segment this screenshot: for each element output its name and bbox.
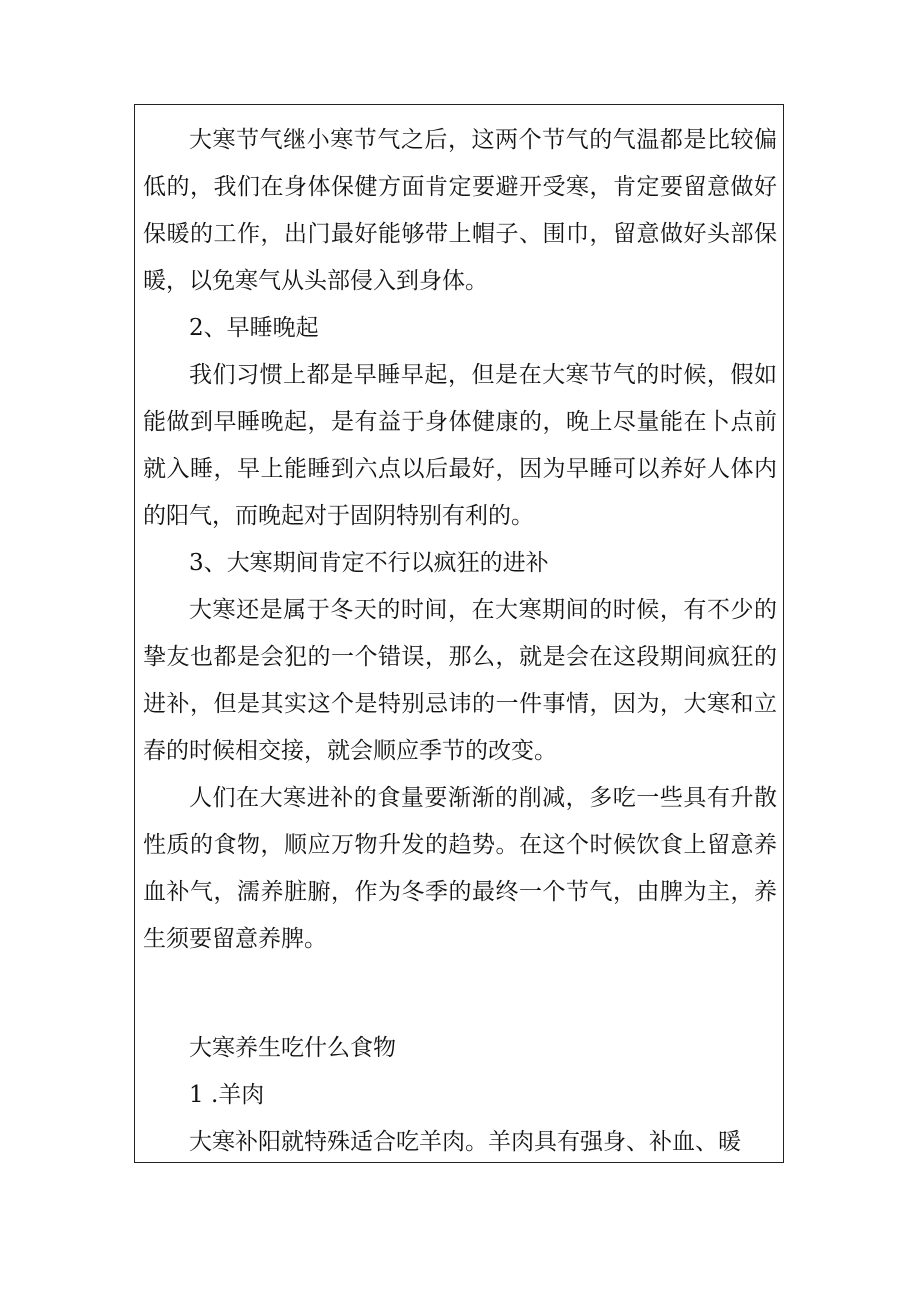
paragraph-sleep: 我们习惯上都是早睡早起，但是在大寒节气的时候，假如能做到早睡晚起，是有益于身体健康的，晚上尽量能在卜点前就入睡，早上能睡到六点以后最好，因为早睡可以养好人体内的阳气，而晚起对于固阴特别有利的。 bbox=[143, 362, 777, 529]
section-gap bbox=[143, 963, 777, 1025]
document-frame bbox=[134, 104, 784, 1163]
heading-mutton: 1 .羊肉 bbox=[189, 1082, 265, 1108]
paragraph-mutton: 大寒补阳就特殊适合吃羊肉。羊肉具有强身、补血、暖 bbox=[189, 1129, 741, 1155]
heading-what-to-eat: 大寒养生吃什么食物 bbox=[189, 1035, 396, 1061]
document-body bbox=[143, 117, 777, 1163]
paragraph-tonic-warning: 大寒还是属于冬天的时间，在大寒期间的时候，有不少的挚友也都是会犯的一个错误，那么，就是会在这段期间疯狂的进补，但是其实这个是特别忌讳的一件事情，因为，大寒和立春的时候相交接，就会顺应季节的改变。 bbox=[143, 597, 777, 764]
paragraph-diet-advice: 人们在大寒进补的食量要渐渐的削减，多吃一些具有升散性质的食物，顺应万物升发的趋势。在这个时候饮食上留意养血补气，濡养脏腑，作为冬季的最终一个节气，由脾为主，养生须要留意养脾。 bbox=[143, 785, 777, 952]
heading-sleep-early-rise-late: 2、早睡晚起 bbox=[189, 315, 319, 341]
paragraph-keep-warm: 大寒节气继小寒节气之后，这两个节气的气温都是比较偏低的，我们在身体保健方面肯定要避开受寒，肯定要留意做好保暖的工作，出门最好能够带上帽子、围巾，留意做好头部保暖，以免寒气从头部侵入到身体。 bbox=[143, 127, 777, 294]
heading-no-excessive-tonic: 3、大寒期间肯定不行以疯狂的进补 bbox=[189, 550, 549, 576]
